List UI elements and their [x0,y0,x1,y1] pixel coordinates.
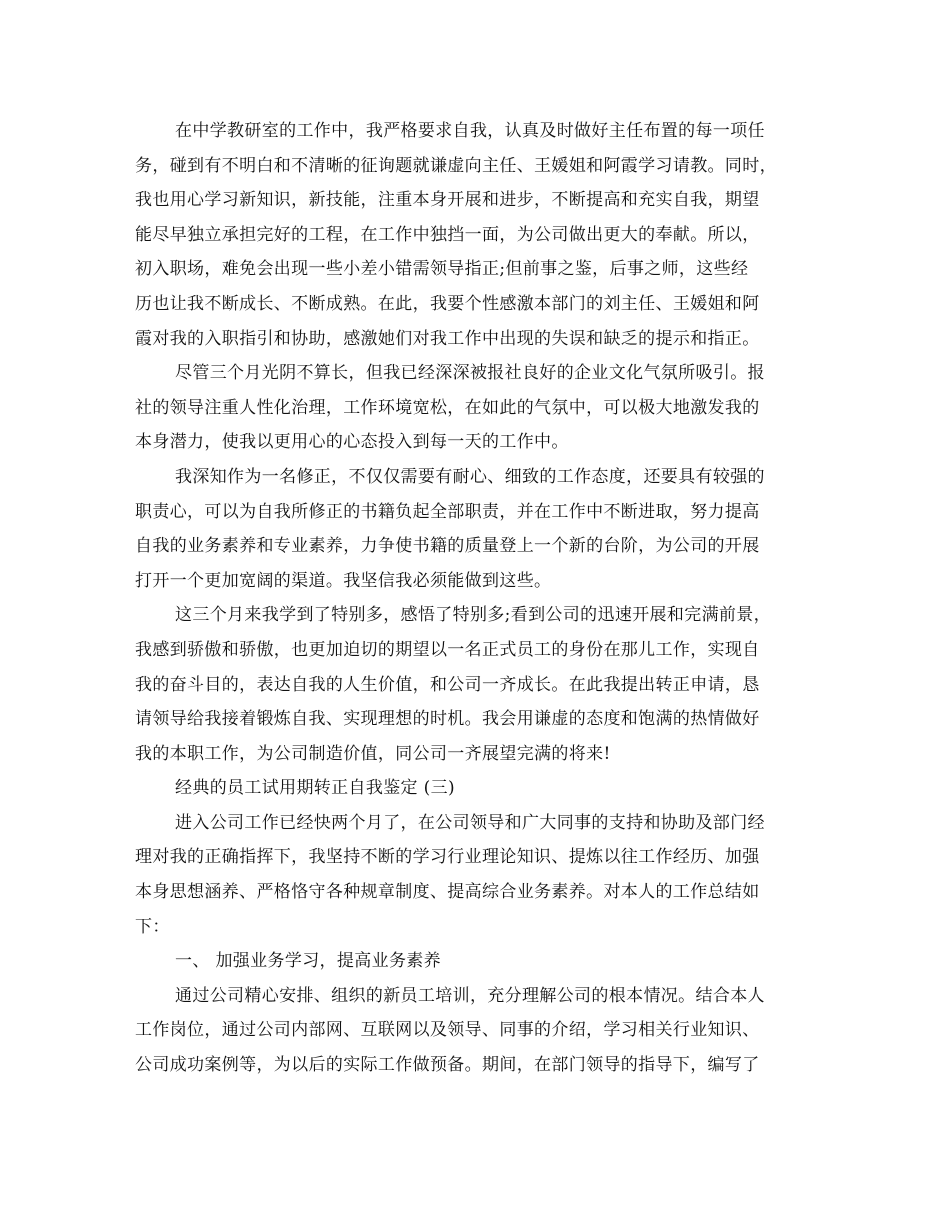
text-line: 理对我的正确指挥下，我坚持不断的学习行业理论知识、提炼以往工作经历、加强 [135,847,760,868]
text-line: 本身潜力，使我以更用心的心态投入到每一天的工作中。 [135,432,569,453]
text-line: 下： [135,916,170,937]
text-line: 自我的业务素养和专业素养，力争使书籍的质量登上一个新的台阶，为公司的开展 [135,536,760,557]
text-line: 我的本职工作，为公司制造价值，同公司一齐展望完满的将来! [135,743,611,764]
text-line: 霞对我的入职指引和协助，感激她们对我工作中出现的失误和缺乏的提示和指正。 [135,328,760,349]
text-line: 历也让我不断成长、不断成熟。在此，我要个性感激本部门的刘主任、王媛姐和阿 [135,293,760,314]
subsection-heading: 一、 加强业务学习，提高业务素养 [175,951,442,972]
text-line: 通过公司精心安排、组织的新员工培训，充分理解公司的根本情况。结合本人 [175,985,765,1006]
text-line: 我深知作为一名修正，不仅仅需要有耐心、细致的工作态度，还要具有较强的 [175,466,765,487]
text-line: 初入职场，难免会出现一些小差小错需领导指正;但前事之鉴，后事之师，这些经 [135,259,749,280]
text-line: 公司成功案例等，为以后的实际工作做预备。期间，在部门领导的指导下，编写了 [135,1055,760,1076]
text-line: 打开一个更加宽阔的渠道。我坚信我必须能做到这些。 [135,570,552,591]
text-line: 我感到骄傲和骄傲，也更加迫切的期望以一名正式员工的身份在那儿工作，实现自 [135,639,760,660]
text-line: 这三个月来我学到了特别多，感悟了特别多;看到公司的迅速开展和完满前景， [175,605,771,626]
text-line: 我也用心学习新知识，新技能，注重本身开展和进步，不断提高和充实自我，期望 [135,190,760,211]
text-line: 请领导给我接着锻炼自我、实现理想的时机。我会用谦虚的态度和饱满的热情做好 [135,709,760,730]
text-line: 社的领导注重人性化治理，工作环境宽松，在如此的气氛中，可以极大地激发我的 [135,397,760,418]
text-line: 尽管三个月光阴不算长，但我已经深深被报社良好的企业文化气氛所吸引。报 [175,363,765,384]
text-line: 我的奋斗目的，表达自我的人生价值，和公司一齐成长。在此我提出转正申请，恳 [135,674,760,695]
text-line: 工作岗位，通过公司内部网、互联网以及领导、同事的介绍，学习相关行业知识、 [135,1020,760,1041]
text-line: 务，碰到有不明白和不清晰的征询题就谦虚向主任、王媛姐和阿霞学习请教。同时， [135,155,777,176]
section-heading: 经典的员工试用期转正自我鉴定 (三) [175,778,455,799]
text-line: 能尽早独立承担完好的工程，在工作中独挡一面，为公司做出更大的奉献。所以， [135,224,760,245]
text-line: 本身思想涵养、严格恪守各种规章制度、提高综合业务素养。对本人的工作总结如 [135,882,760,903]
text-line: 在中学教研室的工作中，我严格要求自我，认真及时做好主任布置的每一项任 [175,121,765,141]
document-body [135,114,815,1083]
text-line: 职责心，可以为自我所修正的书籍负起全部职责，并在工作中不断进取，努力提高 [135,501,760,522]
text-line: 进入公司工作已经快两个月了，在公司领导和广大同事的支持和协助及部门经 [175,812,765,833]
